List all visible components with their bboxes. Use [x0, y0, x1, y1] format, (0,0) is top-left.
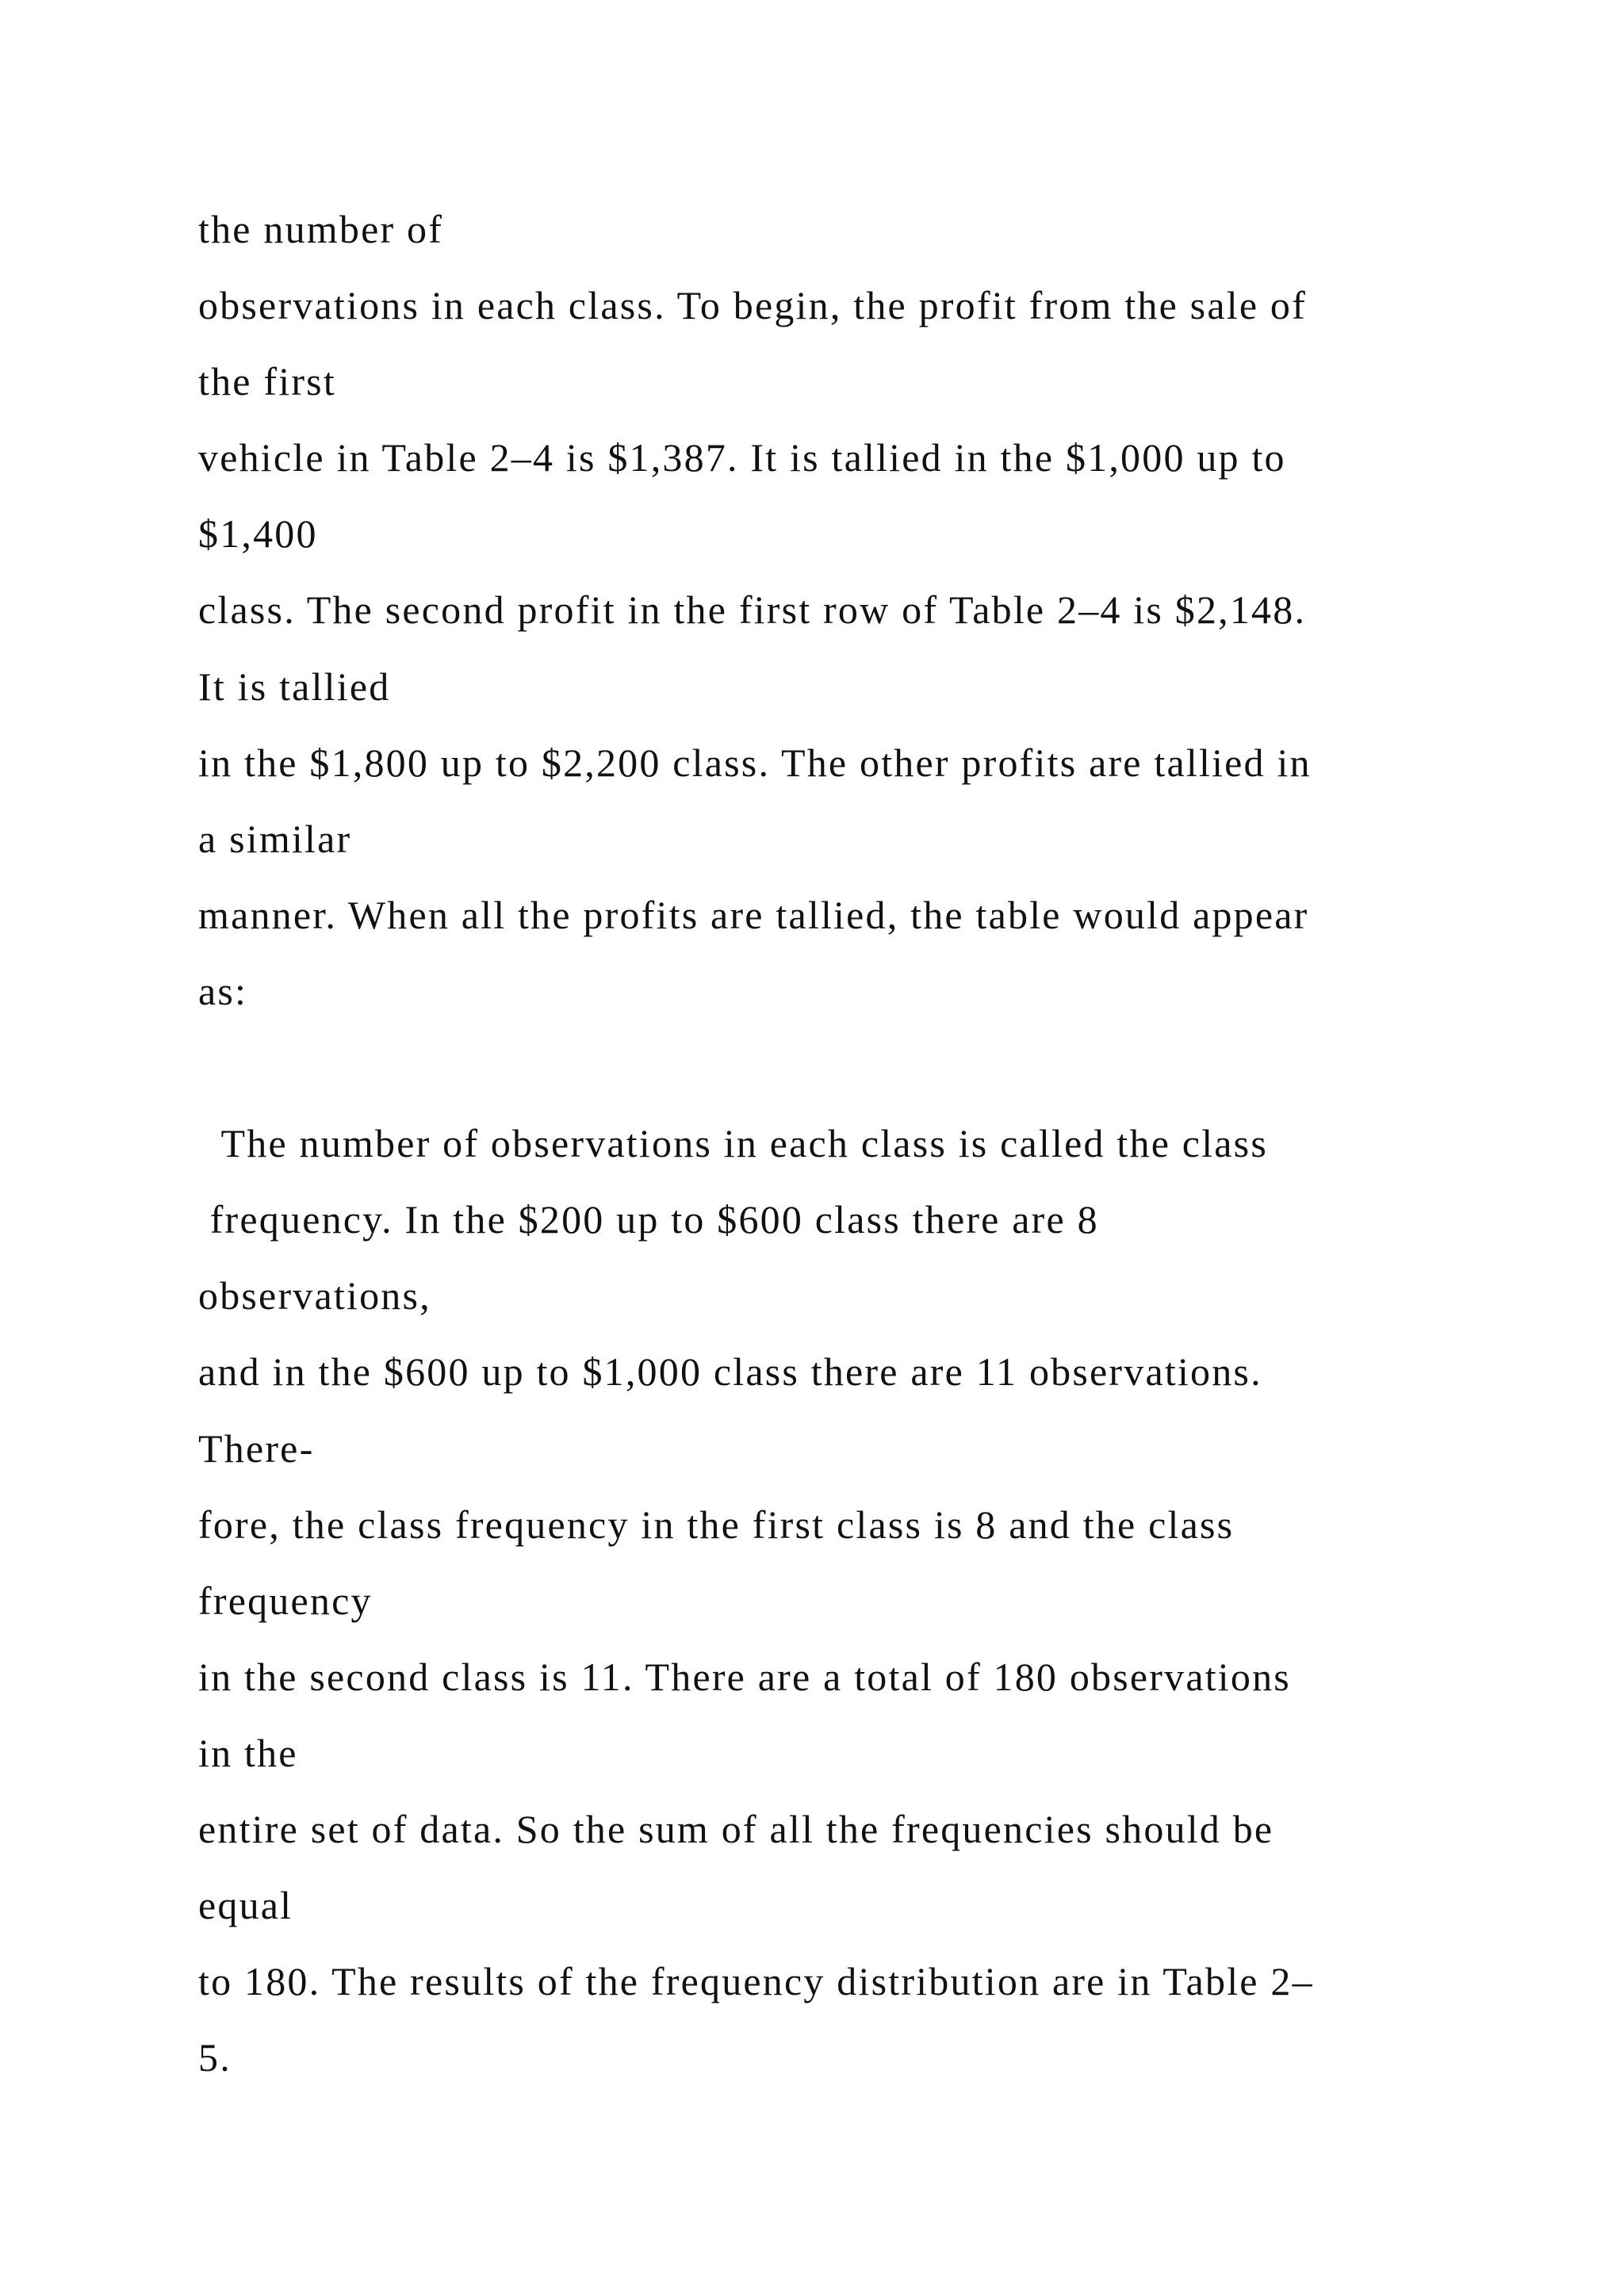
- text-line: and in the $600 up to $1,000 class there are 11 observations.: [198, 1349, 1262, 1395]
- text-line: manner. When all the profits are tallied, the table would appear: [198, 892, 1309, 937]
- text-line: in the second class is 11. There are a total of 180 observations: [198, 1654, 1291, 1699]
- text-line: in the: [198, 1730, 298, 1775]
- paragraph-1: [198, 191, 1546, 1029]
- text-line: observations,: [198, 1273, 431, 1318]
- text-line: frequency: [198, 1578, 373, 1623]
- text-line: observations in each class. To begin, the profit from the sale of: [198, 283, 1307, 328]
- paragraph-gap: [198, 1029, 1546, 1105]
- text-line: There-: [198, 1425, 315, 1471]
- text-line: frequency. In the $200 up to $600 class there are 8: [198, 1197, 1099, 1242]
- text-line: the number of: [198, 207, 444, 251]
- text-line: entire set of data. So the sum of all the frequencies should be: [198, 1806, 1274, 1851]
- text-line: fore, the class frequency in the first class is 8 and the class: [198, 1502, 1235, 1547]
- text-line: a similar: [198, 816, 352, 861]
- body-text: [198, 191, 1546, 2095]
- text-line: as:: [198, 968, 248, 1013]
- text-line: vehicle in Table 2–4 is $1,387. It is tallied in the $1,000 up to: [198, 435, 1286, 480]
- text-line: the first: [198, 359, 336, 404]
- text-line: 5.: [198, 2035, 232, 2080]
- text-line: The number of observations in each class is called the class: [198, 1121, 1268, 1166]
- text-line: It is tallied: [198, 664, 391, 709]
- text-line: class. The second profit in the first row of Table 2–4 is $2,148.: [198, 587, 1307, 633]
- paragraph-2: [198, 1105, 1546, 2095]
- text-line: $1,400: [198, 511, 318, 557]
- text-line: equal: [198, 1883, 293, 1928]
- text-line: in the $1,800 up to $2,200 class. The other profits are tallied in: [198, 740, 1312, 785]
- text-line: to 180. The results of the frequency distribution are in Table 2–: [198, 1959, 1314, 2004]
